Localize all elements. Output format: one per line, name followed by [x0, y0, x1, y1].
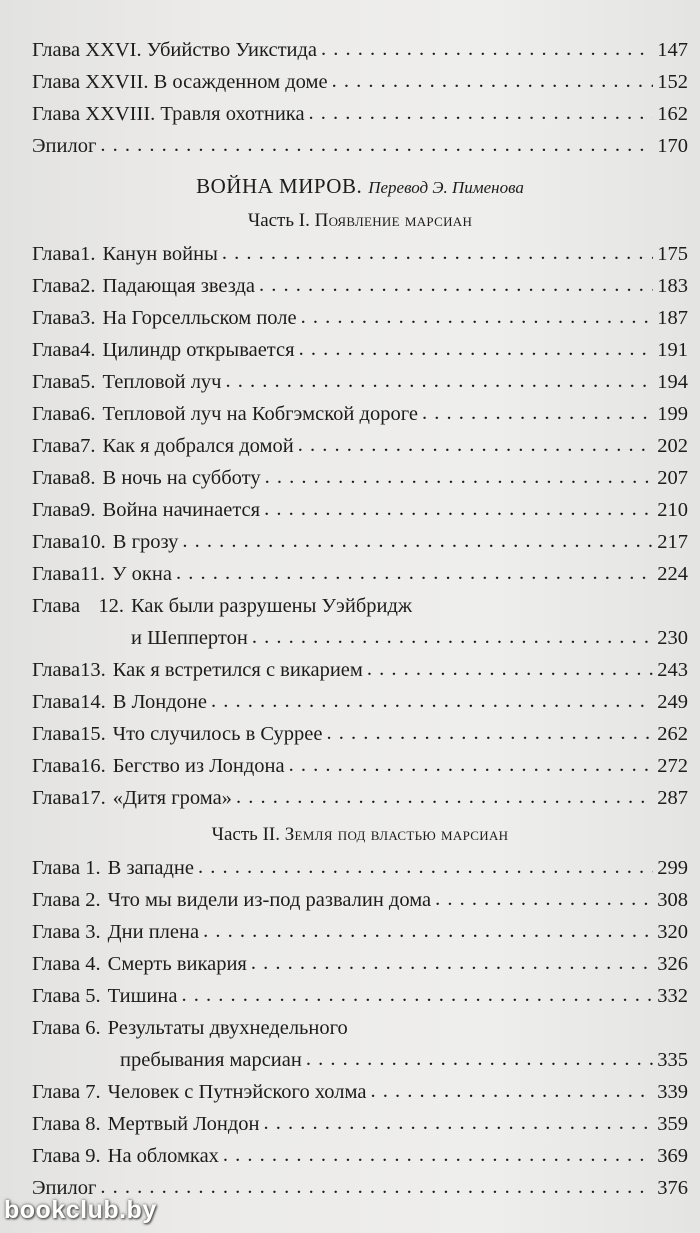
toc-entry	[32, 34, 688, 66]
leader-dots	[222, 237, 653, 269]
watermark-text: bookclub.by	[4, 1196, 157, 1224]
chapter-title: Падающая звезда	[102, 275, 255, 297]
chapter-title: Человек с Путнэйского холма	[107, 1081, 367, 1103]
chapter-label: Глава	[32, 339, 81, 361]
chapter-title: Цилиндр открывается	[102, 339, 295, 361]
page-number: 230	[657, 627, 688, 649]
chapter-label: Глава	[32, 595, 81, 617]
toc-entry	[32, 366, 688, 398]
translator-credit: Перевод Э. Пименова	[368, 178, 524, 197]
toc-entry	[32, 884, 688, 916]
toc-entry	[32, 526, 688, 558]
chapter-label: Глава 5.	[32, 985, 101, 1007]
chapter-number: 11.	[80, 563, 106, 585]
page-number: 199	[657, 403, 688, 425]
page-number: 175	[657, 243, 688, 265]
chapter-number: 17.	[80, 787, 106, 809]
chapter-title: В Лондоне	[112, 691, 207, 713]
chapter-title: Как были разрушены Уэйбридж	[131, 595, 413, 617]
page-number: 359	[657, 1113, 688, 1135]
page-number: 320	[657, 921, 688, 943]
chapter-number: 2.	[80, 275, 96, 297]
leader-dots	[264, 493, 653, 525]
chapter-title: У окна	[112, 563, 172, 585]
chapter-number: 9.	[80, 499, 96, 521]
chapter-label: Глава	[32, 467, 81, 489]
part-title: Земля под властью марсиан	[284, 824, 509, 845]
page-number: 217	[657, 531, 688, 553]
toc-entry	[32, 782, 688, 814]
chapter-number: 3.	[80, 307, 96, 329]
chapter-title: Травля охотника	[160, 103, 305, 125]
chapter-label: Глава	[32, 723, 81, 745]
toc-entry	[32, 462, 688, 494]
chapter-title: Тепловой луч на Кобгэмской дороге	[102, 403, 418, 425]
toc-entry	[32, 130, 688, 162]
page-number: 262	[657, 723, 688, 745]
chapter-label: Глава 8.	[32, 1113, 101, 1135]
chapter-label: Глава	[32, 659, 81, 681]
chapter-label: Глава	[32, 499, 81, 521]
chapter-label: Глава	[32, 691, 81, 713]
toc-entry	[32, 750, 688, 782]
toc-entry-continuation	[32, 622, 688, 654]
chapter-title: Дни плена	[107, 921, 200, 943]
leader-dots	[306, 1043, 653, 1075]
chapter-label: Глава 3.	[32, 921, 101, 943]
chapter-label: Глава	[32, 275, 81, 297]
toc-entry	[32, 686, 688, 718]
page-number: 332	[657, 985, 688, 1007]
table-of-contents	[32, 34, 688, 1204]
chapter-label: Глава	[32, 787, 81, 809]
toc-entry	[32, 302, 688, 334]
leader-dots	[301, 301, 654, 333]
part-number: Часть I.	[247, 210, 310, 231]
chapter-title: На Горселльском поле	[102, 307, 297, 329]
chapter-number: 8.	[80, 467, 96, 489]
part2-chapter-list	[32, 852, 688, 1204]
chapter-title: Результаты двухнедельного	[107, 1017, 348, 1039]
chapter-title: Как я встретился с викарием	[112, 659, 363, 681]
leader-dots	[236, 781, 653, 813]
chapter-label: Глава	[32, 371, 81, 393]
chapter-number: 1.	[80, 243, 96, 265]
leader-dots	[263, 1107, 653, 1139]
leader-dots	[252, 621, 653, 653]
page-number: 272	[657, 755, 688, 777]
page-number: 224	[657, 563, 688, 585]
chapter-title: В ночь на субботу	[102, 467, 261, 489]
chapter-label: Глава XXVII.	[32, 71, 149, 93]
leader-dots	[422, 397, 653, 429]
chapter-title: Мертвый Лондон	[107, 1113, 260, 1135]
chapter-label: Глава XXVI.	[32, 39, 142, 61]
page-number: 187	[657, 307, 688, 329]
chapter-label: Глава XXVIII.	[32, 103, 156, 125]
page-number: 299	[657, 857, 688, 879]
leader-dots	[370, 1075, 653, 1107]
chapter-label: Глава 1.	[32, 857, 101, 879]
chapter-label: Глава 4.	[32, 953, 101, 975]
page-number: 183	[657, 275, 688, 297]
chapter-label: Глава	[32, 563, 81, 585]
chapter-title: Что случилось в Суррее	[112, 723, 323, 745]
chapter-label: Глава 9.	[32, 1145, 101, 1167]
leader-dots	[203, 915, 653, 947]
chapter-number: 4.	[80, 339, 96, 361]
chapter-title: В западне	[107, 857, 194, 879]
chapter-title: Убийство Уикстида	[146, 39, 318, 61]
chapter-title: «Дитя грома»	[112, 787, 232, 809]
toc-entry	[32, 852, 688, 884]
leader-dots	[321, 33, 653, 65]
leader-dots	[100, 1171, 653, 1203]
chapter-title: На обломках	[107, 1145, 219, 1167]
page-number: 287	[657, 787, 688, 809]
page-number: 249	[657, 691, 688, 713]
toc-entry	[32, 1108, 688, 1140]
toc-entry	[32, 718, 688, 750]
chapter-label: Глава	[32, 435, 81, 457]
part1-chapter-list	[32, 238, 688, 814]
toc-entry	[32, 558, 688, 590]
toc-entry	[32, 430, 688, 462]
chapter-label: Глава 2.	[32, 889, 101, 911]
toc-entry	[32, 1012, 688, 1044]
chapter-title: Как я добрался домой	[102, 435, 294, 457]
chapter-number: 12.	[98, 595, 124, 617]
chapter-label: Глава	[32, 403, 81, 425]
book-heading	[32, 168, 688, 204]
leader-dots	[182, 525, 653, 557]
chapter-number: 16.	[80, 755, 106, 777]
toc-entry	[32, 980, 688, 1012]
page-number: 210	[657, 499, 688, 521]
toc-entry-continuation	[32, 1044, 688, 1076]
leader-dots	[100, 129, 653, 161]
toc-entry	[32, 66, 688, 98]
page-number: 152	[657, 71, 688, 93]
chapter-number: 6.	[80, 403, 96, 425]
toc-entry	[32, 654, 688, 686]
leader-dots	[198, 851, 653, 883]
chapter-label: Глава	[32, 755, 81, 777]
toc-entry	[32, 494, 688, 526]
chapter-title: Тишина	[107, 985, 178, 1007]
chapter-label: Глава	[32, 307, 81, 329]
chapter-title: Тепловой луч	[102, 371, 222, 393]
page-number: 369	[657, 1145, 688, 1167]
page-number: 308	[657, 889, 688, 911]
part-heading	[32, 818, 688, 852]
toc-entry	[32, 334, 688, 366]
chapter-title: Что мы видели из-под развалин дома	[107, 889, 432, 911]
page-number: 326	[657, 953, 688, 975]
toc-entry	[32, 1140, 688, 1172]
page-number: 376	[657, 1177, 688, 1199]
chapter-number: 10.	[80, 531, 106, 553]
page-number: 191	[657, 339, 688, 361]
epilogue-label: Эпилог	[32, 135, 97, 157]
part-title: Появление марсиан	[314, 210, 473, 231]
leader-dots	[265, 461, 654, 493]
chapter-title: В грозу	[112, 531, 179, 553]
page-number: 202	[657, 435, 688, 457]
leader-dots	[223, 1139, 653, 1171]
chapter-number: 13.	[80, 659, 106, 681]
chapter-label: Глава	[32, 531, 81, 553]
leader-dots	[176, 557, 653, 589]
page-number: 243	[657, 659, 688, 681]
chapter-number: 14.	[80, 691, 106, 713]
chapter-title: Смерть викария	[107, 953, 247, 975]
chapter-label: Глава 6.	[32, 1017, 101, 1039]
page-number: 339	[657, 1081, 688, 1103]
page-number: 194	[657, 371, 688, 393]
leader-dots	[309, 97, 654, 129]
leader-dots	[289, 749, 654, 781]
chapter-number: 15.	[80, 723, 106, 745]
leader-dots	[299, 333, 654, 365]
leader-dots	[226, 365, 654, 397]
chapter-title-continued: и Шеппертон	[131, 627, 248, 649]
toc-entry	[32, 398, 688, 430]
toc-entry	[32, 270, 688, 302]
chapter-title-continued: пребывания марсиан	[120, 1049, 302, 1071]
epilogue-label: Эпилог	[32, 1177, 97, 1199]
toc-entry	[32, 590, 688, 622]
leader-dots	[181, 979, 653, 1011]
part-heading	[32, 204, 688, 238]
leader-dots	[259, 269, 653, 301]
chapter-title: В осажденном доме	[153, 71, 328, 93]
page-number: 162	[657, 103, 688, 125]
leader-dots	[298, 429, 654, 461]
leader-dots	[367, 653, 653, 685]
chapter-title: Война начинается	[102, 499, 261, 521]
toc-entry	[32, 238, 688, 270]
leader-dots	[435, 883, 653, 915]
page-number: 147	[657, 39, 688, 61]
part-number: Часть II.	[211, 824, 280, 845]
chapter-title: Канун войны	[102, 243, 218, 265]
toc-entry	[32, 948, 688, 980]
book-title: ВОЙНА МИРОВ.	[196, 174, 363, 198]
leader-dots	[332, 65, 654, 97]
page-number: 170	[657, 135, 688, 157]
toc-entry	[32, 98, 688, 130]
page-number: 207	[657, 467, 688, 489]
leader-dots	[211, 685, 653, 717]
chapter-number: 7.	[80, 435, 96, 457]
toc-entry	[32, 1076, 688, 1108]
toc-entry	[32, 916, 688, 948]
chapter-number: 5.	[80, 371, 96, 393]
leader-dots	[327, 717, 654, 749]
chapter-label: Глава	[32, 243, 81, 265]
chapter-label: Глава 7.	[32, 1081, 101, 1103]
page-number: 335	[657, 1049, 688, 1071]
chapter-title: Бегство из Лондона	[112, 755, 285, 777]
leader-dots	[251, 947, 653, 979]
